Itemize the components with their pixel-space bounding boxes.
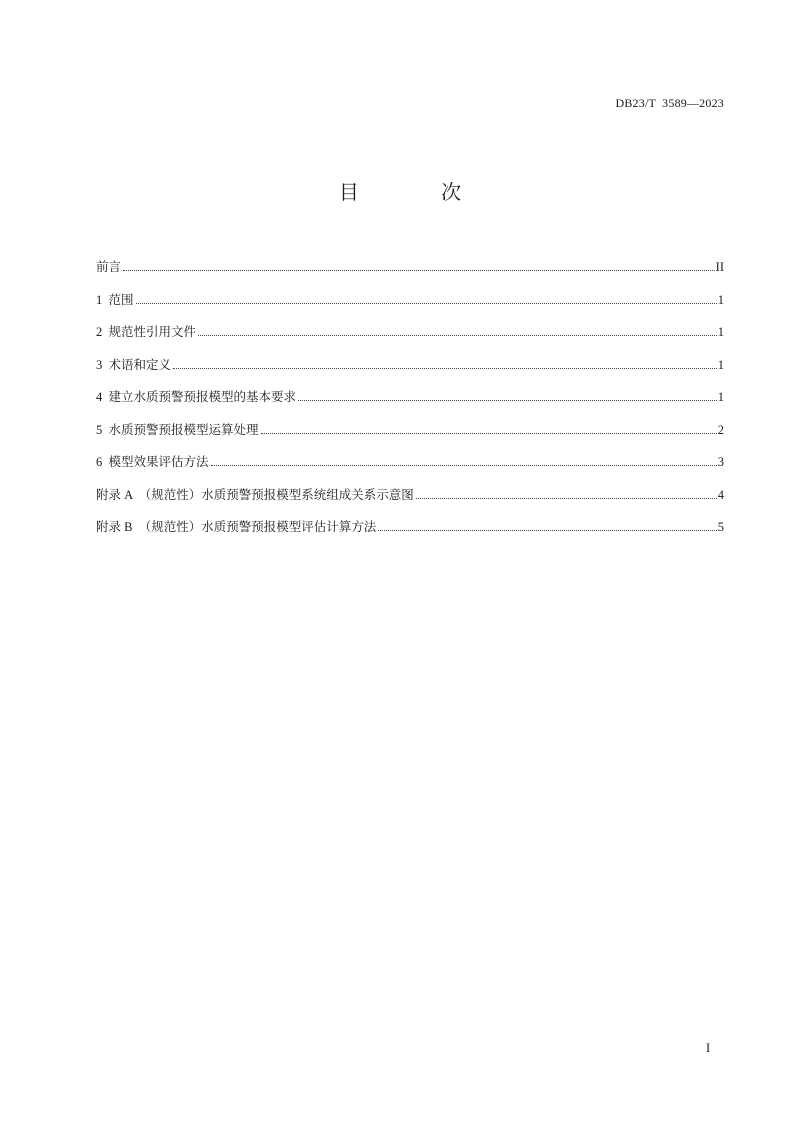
toc-entry-page: 5 [717,520,724,534]
toc-entry-foreword[interactable] [96,258,724,291]
dot-leader [123,270,715,271]
toc-entry-label: 6 模型效果评估方法 [96,455,209,469]
toc-entry-page: 1 [717,357,724,372]
dot-leader [211,465,717,466]
dot-leader [261,433,717,434]
toc-entry-page: II [715,260,724,274]
page-number: I [706,1041,711,1055]
toc-entry-label: 附录 B （规范性）水质预警预报模型评估计算方法 [96,520,377,534]
dot-leader [416,498,717,499]
toc-entry-page: 2 [717,422,724,437]
dot-leader [298,400,717,401]
dot-leader [173,368,717,369]
toc-entry-page: 3 [717,455,724,469]
toc-entry-basic-requirements[interactable] [96,388,724,421]
toc-entry-model-processing[interactable] [96,421,724,454]
toc-entry-label: 前言 [96,260,122,274]
toc-entry-label: 附录 A （规范性）水质预警预报模型系统组成关系示意图 [96,487,414,502]
toc-entry-label: 2 规范性引用文件 [96,325,197,339]
toc-entry-label: 3 术语和定义 [96,357,172,372]
toc-entry-label: 5 水质预警预报模型运算处理 [96,422,259,437]
toc-entry-appendix-b[interactable] [96,518,724,551]
toc-entry-page: 1 [717,390,724,404]
toc-entry-label: 4 建立水质预警预报模型的基本要求 [96,390,297,404]
document-code: DB23/T 3589—2023 [615,96,724,110]
dot-leader [198,335,717,336]
toc-entry-page: 1 [717,325,724,339]
table-of-contents [96,258,724,551]
toc-entry-terms-definitions[interactable] [96,356,724,389]
toc-entry-appendix-a[interactable] [96,486,724,519]
toc-entry-scope[interactable] [96,291,724,324]
toc-entry-evaluation-method[interactable] [96,453,724,486]
toc-entry-normative-references[interactable] [96,323,724,356]
toc-entry-label: 1 范围 [96,292,134,307]
toc-entry-page: 4 [717,487,724,502]
dot-leader [378,530,717,531]
dot-leader [136,303,717,304]
toc-entry-page: 1 [717,292,724,307]
toc-title: 目 次 [338,180,500,204]
